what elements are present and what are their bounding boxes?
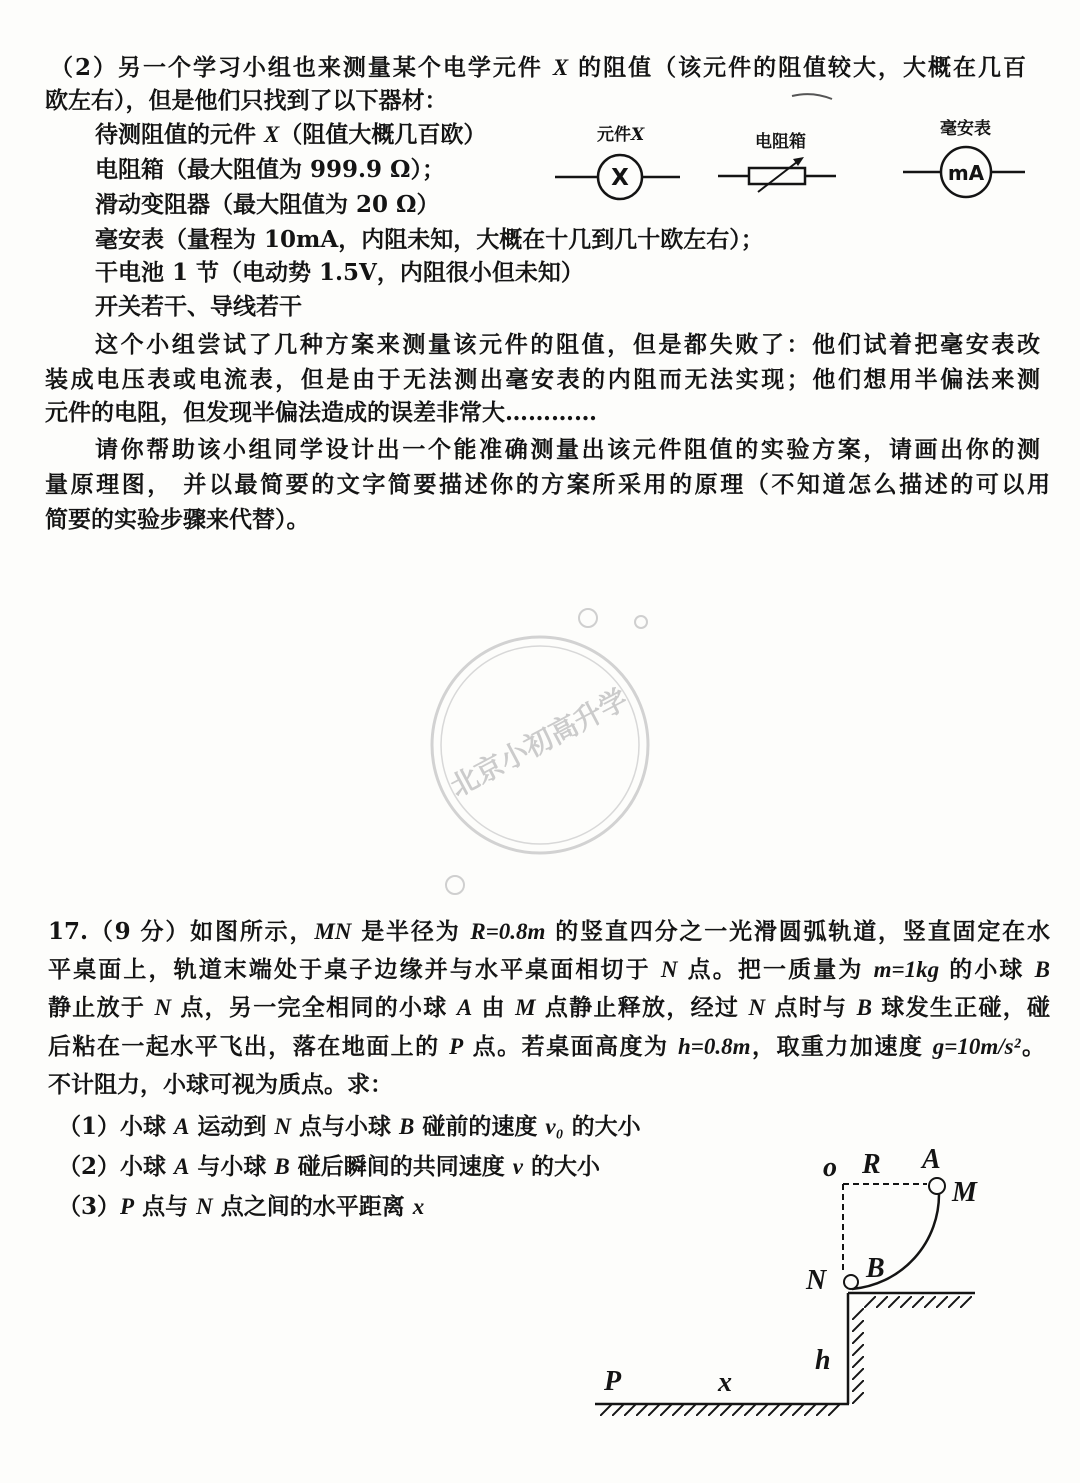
q16-part2-line-11: 元件的电阻，但发现半偏法造成的误差非常大………… <box>45 399 597 426</box>
text-run: ，取重力加速度 <box>750 1033 933 1060</box>
variable: v₀ <box>545 1114 564 1139</box>
text-run: 后粘在一起水平飞出，落在地面上的 <box>48 1033 450 1060</box>
label-x: x <box>718 1367 732 1398</box>
q16-part2-line-13: 量原理图， 并以最简要的文字简要描述你的方案所采用的原理（不知道怎么描述的可以用 <box>45 471 1050 498</box>
label-o: o <box>823 1152 837 1183</box>
text-run: （3） <box>58 1193 121 1220</box>
q17-sub-question-3 <box>58 1192 424 1222</box>
text-run: 静止放于 <box>48 994 155 1021</box>
element-x-glyph: X <box>611 165 629 191</box>
resistance-box-label: 电阻箱 <box>755 132 806 152</box>
text-run: 点静止释放，经过 <box>535 994 749 1021</box>
element-label-var: X <box>631 125 645 145</box>
q17-sub-question-1 <box>58 1112 641 1142</box>
ball-a <box>929 1178 945 1194</box>
element-x-label <box>597 124 645 145</box>
resistance-box-body <box>749 168 805 184</box>
ground-hatching <box>600 1404 840 1416</box>
text-run: 点。若桌面高度为 <box>463 1033 678 1060</box>
text-run: 点。把一质量为 <box>677 956 874 983</box>
text-run: 碰前的速度 <box>414 1113 546 1140</box>
q17-line-1 <box>48 917 1050 947</box>
q17-line-2 <box>48 955 1050 985</box>
watermark-text: 北京小初高升学 <box>444 682 634 804</box>
text-run: 运动到 <box>189 1113 275 1140</box>
q17-figure <box>595 1144 978 1416</box>
equipment-item-milliammeter: 毫安表（量程为 10mA，内阻未知，大概在十几到几十欧左右）； <box>95 226 764 253</box>
equipment-item-element <box>95 120 486 150</box>
variable: B <box>856 995 872 1020</box>
text-run: 平桌面上，轨道末端处于桌子边缘并与水平桌面相切于 <box>48 956 661 983</box>
text-run: 待测阻值的元件 <box>95 121 265 148</box>
variable: N <box>748 995 766 1020</box>
equipment-item-switches: 开关若干、导线若干 <box>95 293 302 320</box>
watermark-dot <box>446 876 464 894</box>
watermark-dot <box>579 609 597 627</box>
text-run: 点与 <box>134 1193 197 1220</box>
variable: m=1kg <box>873 957 940 982</box>
variable: MN <box>314 919 352 944</box>
text-run: 球发生正碰，碰 <box>871 994 1051 1021</box>
q16-part2-line-2: 欧左右），但是他们只找到了以下器材： <box>45 87 448 114</box>
variable-x: X <box>264 122 280 147</box>
text-run: 点之间的水平距离 <box>212 1193 413 1220</box>
text-run: （1）小球 <box>58 1113 175 1140</box>
milliammeter-glyph: mA <box>947 161 985 185</box>
text-run: 的大小 <box>522 1153 600 1180</box>
variable: B <box>399 1114 415 1139</box>
text-run: 点与小球 <box>291 1113 400 1140</box>
variable: N <box>660 957 678 982</box>
text-run: 点时与 <box>765 994 857 1021</box>
ball-b <box>844 1275 858 1289</box>
resistance-box-symbol <box>718 131 836 192</box>
text-run: 17.（9 分）如图所示， <box>48 918 315 945</box>
variable: A <box>456 995 473 1020</box>
text-run: 的阻值（该元件的阻值较大，大概在几百 <box>568 54 1026 81</box>
text-run: 点，另一完全相同的小球 <box>171 994 457 1021</box>
text-run: （2）另一个学习小组也来测量某个电学元件 <box>50 54 553 81</box>
variable: R=0.8m <box>470 919 546 944</box>
variable: A <box>174 1154 190 1179</box>
q16-part2-line-9: 这个小组尝试了几种方案来测量该元件的阻值，但是都失败了：他们试着把毫安表改 <box>95 331 1040 358</box>
label-m: M <box>952 1177 977 1208</box>
watermark <box>432 609 648 894</box>
variable: P <box>449 1034 464 1059</box>
q17-line-3 <box>48 993 1050 1023</box>
element-x-symbol <box>555 124 680 199</box>
milliammeter-symbol <box>903 118 1025 197</box>
label-r: R <box>862 1149 881 1180</box>
scan-mark <box>792 94 832 99</box>
watermark-dot <box>635 616 647 628</box>
q16-part2-line-10: 装成电压表或电流表，但是由于无法测出毫安表的内阻而无法实现；他们想用半偏法来测 <box>45 366 1040 393</box>
text-run: 的小球 <box>939 956 1035 983</box>
text-run: （阻值大概几百欧） <box>279 121 487 148</box>
table-edge-hatching <box>852 1308 864 1404</box>
variable: B <box>1034 957 1051 982</box>
variable: B <box>274 1154 290 1179</box>
milliammeter-label: 毫安表 <box>940 119 991 139</box>
label-a: A <box>922 1144 941 1175</box>
q16-part2-line-14: 简要的实验步骤来代替）。 <box>45 506 310 533</box>
q17-line-5: 不计阻力，小球可视为质点。求： <box>48 1071 393 1098</box>
variable: N <box>154 995 172 1020</box>
text-run: 由 <box>472 994 516 1021</box>
table-top-hatching <box>864 1296 972 1308</box>
equipment-item-rheostat: 滑动变阻器（最大阻值为 20 Ω） <box>95 191 440 218</box>
variable: P <box>120 1194 135 1219</box>
label-h: h <box>815 1345 831 1376</box>
variable: A <box>174 1114 190 1139</box>
variable: M <box>515 995 536 1020</box>
text-run: 的竖直四分之一光滑圆弧轨道，竖直固定在水 <box>545 918 1051 945</box>
q16-part2-line-1 <box>50 53 1026 83</box>
variable: N <box>196 1194 213 1219</box>
variable: g=10m/s² <box>932 1034 1021 1059</box>
q17-sub-question-2 <box>58 1152 600 1182</box>
text-run: 与小球 <box>189 1153 275 1180</box>
variable-x: X <box>552 55 569 80</box>
element-label-text: 元件 <box>597 125 631 145</box>
q17-line-4 <box>48 1032 1045 1062</box>
variable: N <box>274 1114 291 1139</box>
text-run: 是半径为 <box>351 918 471 945</box>
q16-part2-line-12: 请你帮助该小组同学设计出一个能准确测量出该元件阻值的实验方案，请画出你的测 <box>95 436 1040 463</box>
text-run: 的大小 <box>563 1113 641 1140</box>
variable: v <box>512 1154 523 1179</box>
equipment-item-resistance-box: 电阻箱（最大阻值为 999.9 Ω）； <box>95 156 446 183</box>
equipment-item-battery: 干电池 1 节（电动势 1.5V，内阻很小但未知） <box>95 259 584 286</box>
text-run: （2）小球 <box>58 1153 175 1180</box>
text-run: 碰后瞬间的共同速度 <box>289 1153 513 1180</box>
text-run: 。 <box>1020 1033 1046 1060</box>
label-p: P <box>604 1366 622 1397</box>
variable: h=0.8m <box>677 1034 751 1059</box>
label-n: N <box>806 1265 827 1296</box>
variable: x <box>412 1194 425 1219</box>
resistance-box-arrow-shaft <box>758 162 797 192</box>
label-b: B <box>866 1253 885 1284</box>
